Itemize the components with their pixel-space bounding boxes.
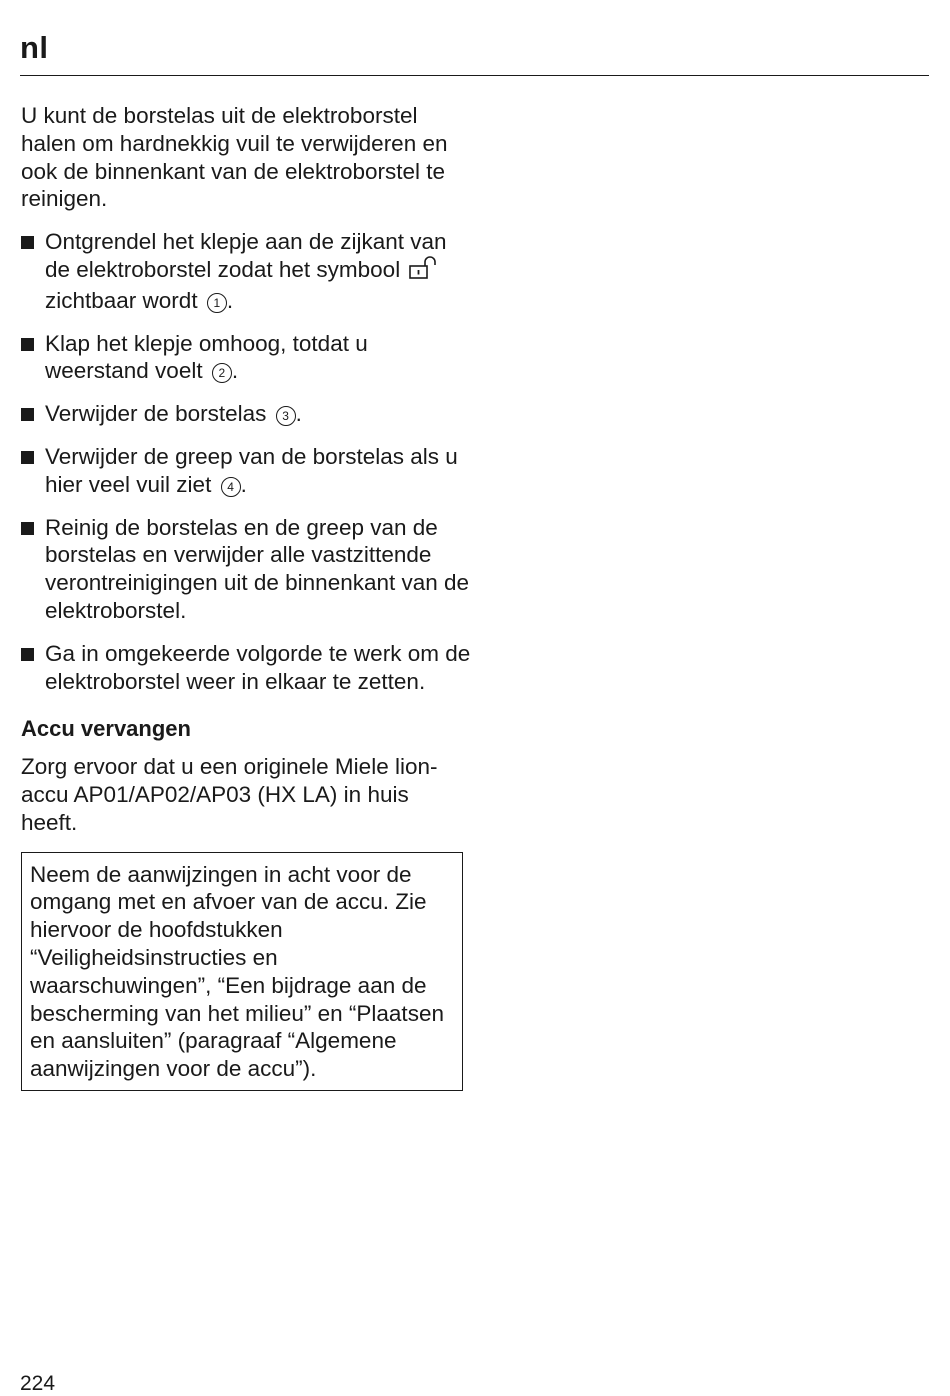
step-text: Verwijder de borstelas bbox=[45, 401, 267, 427]
step-text: Ontgrendel het klepje aan de zijkant van de elektroborstel zodat het symbool bbox=[45, 229, 447, 282]
square-bullet-icon bbox=[21, 522, 34, 535]
reference-marker: 2 bbox=[212, 363, 232, 383]
language-code: nl bbox=[20, 30, 49, 65]
list-item bbox=[21, 514, 471, 625]
reference-marker: 3 bbox=[276, 406, 296, 426]
step-text: Reinig de borstelas en de greep van de borstelas en verwijder alle vastzittende verontreinigingen uit de binnenkant van de elektroborstel. bbox=[45, 514, 470, 623]
section-paragraph: Zorg ervoor dat u een originele Miele lion-accu AP01/AP02/AP03 (HX LA) in huis heeft. bbox=[21, 754, 438, 835]
list-item: Klap het klepje omhoog, totdat u weerstand voelt 2 . bbox=[21, 330, 471, 386]
list-item: Verwijder de greep van de borstelas als u hier veel vuil ziet 4 . bbox=[21, 443, 471, 499]
main-column bbox=[21, 102, 471, 1091]
step-text: zichtbaar wordt bbox=[45, 287, 198, 313]
step-text: Klap het klepje omhoog, totdat u weerstand voelt bbox=[45, 330, 368, 384]
list-item: Verwijder de borstelas 3 . bbox=[21, 400, 471, 428]
step-text: Ga in omgekeerde volgorde te werk om de elektroborstel weer in elkaar te zetten. bbox=[45, 640, 471, 694]
page-number: 224 bbox=[20, 1372, 56, 1395]
square-bullet-icon bbox=[21, 236, 34, 249]
unlocked-padlock-icon bbox=[408, 256, 438, 287]
list-item: Ontgrendel het klepje aan de zijkant van de elektroborstel zodat het symbool zichtbaar wordt 1 . bbox=[21, 228, 471, 314]
square-bullet-icon bbox=[21, 648, 34, 661]
square-bullet-icon bbox=[21, 408, 34, 421]
section-heading: Accu vervangen bbox=[21, 716, 191, 742]
list-item bbox=[21, 640, 471, 696]
header-divider bbox=[20, 75, 929, 76]
reference-marker: 1 bbox=[207, 293, 227, 313]
note-box: Neem de aanwijzingen in acht voor de omgang met en afvoer van de accu. Zie hiervoor de hoofdstukken “Veiligheidsinstructies en waarschuwingen”, “Een bijdrage aan de bescherming van het milieu” en “Plaatsen en aansluiten” (paragraaf “Algemene aanwijzingen voor de accu”). bbox=[21, 852, 463, 1091]
step-text: Verwijder de greep van de borstelas als u hier veel vuil ziet bbox=[45, 443, 458, 497]
square-bullet-icon bbox=[21, 338, 34, 351]
square-bullet-icon bbox=[21, 451, 34, 464]
intro-paragraph: U kunt de borstelas uit de elektroborstel halen om hardnekkig vuil te verwijderen en ook de binnenkant van de elektroborstel te reinigen. bbox=[21, 103, 448, 212]
reference-marker: 4 bbox=[221, 477, 241, 497]
instruction-list bbox=[21, 228, 471, 695]
